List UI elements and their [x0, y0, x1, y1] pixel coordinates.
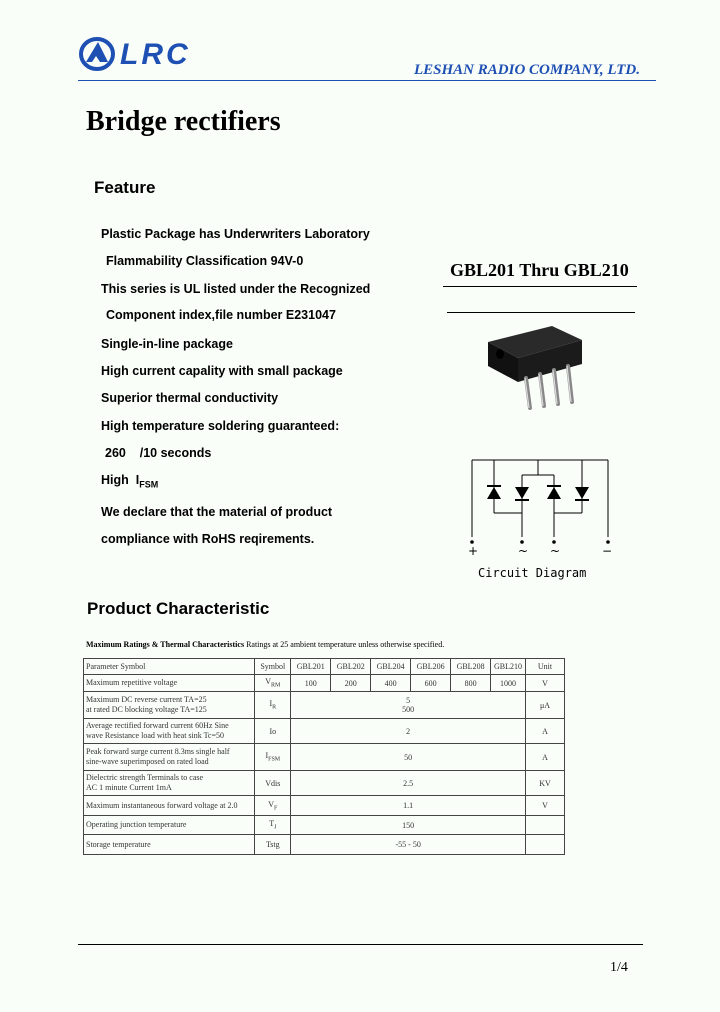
part-title-rule [447, 312, 635, 313]
col-header: GBL210 [491, 659, 526, 675]
value-cell: 100 [291, 675, 331, 692]
ratings-caption-bold: Maximum Ratings & Thermal Characteristics [86, 640, 245, 649]
feature-item: High temperature soldering guaranteed: [101, 419, 340, 433]
value-cell: 150 [291, 816, 526, 835]
table-row [84, 816, 565, 835]
param-line: Peak forward surge current 8.3ms single half [86, 747, 230, 756]
col-header: GBL201 [291, 659, 331, 675]
value-cell: 800 [451, 675, 491, 692]
ifsm-prefix: High I [101, 473, 140, 487]
circuit-caption: Circuit Diagram [478, 566, 587, 580]
unit-cell: A [526, 744, 565, 771]
gbl-package-icon [480, 320, 590, 420]
col-header: GBL204 [371, 659, 411, 675]
param-name: Storage temperature [84, 835, 255, 855]
symbol: I [269, 699, 273, 709]
param-name [84, 719, 255, 744]
col-header: Symbol [255, 659, 291, 675]
feature-item: This series is UL listed under the Recognized [101, 282, 371, 296]
value-cell: 200 [331, 675, 371, 692]
unit-cell [526, 816, 565, 835]
param-name: Operating junction temperature [84, 816, 255, 835]
feature-ifsm [101, 473, 158, 490]
symbol: V [265, 677, 272, 687]
param-line: wave Resistance load with heat sink Tc=50 [86, 731, 224, 740]
symbol-cell [255, 796, 291, 816]
table-row [84, 744, 565, 771]
param-line: Average rectified forward current 60Hz Sine [86, 721, 229, 730]
value-cell: 2.5 [291, 771, 526, 796]
param-name [84, 744, 255, 771]
unit-cell: V [526, 675, 565, 692]
unit-cell [526, 835, 565, 855]
value-cell: 1000 [491, 675, 526, 692]
symbol-sub: R [272, 704, 277, 711]
feature-item: Flammability Classification 94V-0 [106, 254, 304, 268]
symbol-sub: F [274, 805, 278, 812]
symbol-cell: Tstg [255, 835, 291, 855]
terminal-ac: ~ [550, 544, 561, 558]
table-row [84, 719, 565, 744]
ratings-caption [86, 640, 444, 649]
symbol-sub: FSM [268, 756, 281, 763]
table-row [84, 771, 565, 796]
feature-item: Superior thermal conductivity [101, 391, 279, 405]
col-header: GBL202 [331, 659, 371, 675]
symbol: V [268, 799, 275, 809]
param-line: Dielectric strength Terminals to case [86, 773, 204, 782]
value-cell [291, 692, 526, 719]
terminal-plus: + [468, 544, 479, 558]
part-range-title: GBL201 Thru GBL210 [450, 260, 629, 280]
table-row [84, 835, 565, 855]
unit-cell: V [526, 796, 565, 816]
value-cell: 2 [291, 719, 526, 744]
ifsm-subscript: FSM [139, 479, 159, 490]
value-cell: 600 [411, 675, 451, 692]
value-cell: 50 [291, 744, 526, 771]
symbol-cell [255, 675, 291, 692]
footer-divider [78, 944, 643, 945]
col-header: GBL208 [451, 659, 491, 675]
circuit-diagram [462, 455, 622, 560]
param-line: at rated DC blocking voltage TA=125 [86, 705, 207, 714]
symbol-cell [255, 744, 291, 771]
feature-item: High current capality with small package [101, 364, 343, 378]
unit-cell: A [526, 719, 565, 744]
param-line: AC 1 minute Current 1mA [86, 783, 172, 792]
product-heading: Product Characteristic [87, 599, 270, 618]
symbol: I [265, 751, 269, 761]
company-name: LESHAN RADIO COMPANY, LTD. [414, 62, 641, 78]
page-title: Bridge rectifiers [86, 106, 281, 137]
part-title-rule [443, 286, 637, 287]
header-divider [78, 80, 656, 81]
param-name [84, 771, 255, 796]
symbol-cell [255, 816, 291, 835]
logo-text: LRC [120, 38, 191, 71]
value-line: 500 [402, 705, 415, 714]
symbol-cell [255, 692, 291, 719]
feature-item: Component index,file number E231047 [106, 308, 336, 322]
symbol-cell: Io [255, 719, 291, 744]
col-header: GBL206 [411, 659, 451, 675]
param-name: Maximum repetitive voltage [84, 675, 255, 692]
param-line: Maximum DC reverse current TA=25 [86, 695, 207, 704]
value-cell: -55 - 50 [291, 835, 526, 855]
feature-heading: Feature [94, 178, 156, 197]
param-name [84, 692, 255, 719]
rohs-line-2 [101, 532, 314, 546]
table-header-row [84, 659, 565, 675]
param-name: Maximum instantaneous forward voltage at 2.0 [84, 796, 255, 816]
feature-item: Plastic Package has Underwriters Laboratory [101, 227, 370, 241]
terminal-ac: ~ [518, 544, 529, 558]
feature-item: Single-in-line package [101, 337, 233, 351]
symbol-cell: Vdis [255, 771, 291, 796]
unit-cell: KV [526, 771, 565, 796]
table-row [84, 692, 565, 719]
rohs-line-2-text: compliance with RoHS reqirements. [101, 532, 315, 546]
col-header: Parameter Symbol [84, 659, 255, 675]
ratings-caption-rest: Ratings at 25 ambient temperature unless otherwise specified. [244, 640, 445, 649]
symbol-sub: J [274, 824, 277, 831]
ratings-table [83, 658, 565, 855]
symbol: T [269, 819, 275, 829]
param-line: sine-wave superimposed on rated load [86, 757, 209, 766]
value-cell: 400 [371, 675, 411, 692]
symbol-sub: RM [271, 682, 281, 689]
table-row [84, 675, 565, 692]
unit-cell: μA [526, 692, 565, 719]
rohs-line-1: We declare that the material of product [101, 505, 333, 519]
col-header: Unit [526, 659, 565, 675]
value-cell: 1.1 [291, 796, 526, 816]
feature-item: 260 /10 seconds [105, 446, 212, 460]
table-row [84, 796, 565, 816]
value-line: 5 [406, 696, 411, 705]
page-number: 1/4 [610, 960, 628, 975]
terminal-minus: − [602, 544, 613, 558]
